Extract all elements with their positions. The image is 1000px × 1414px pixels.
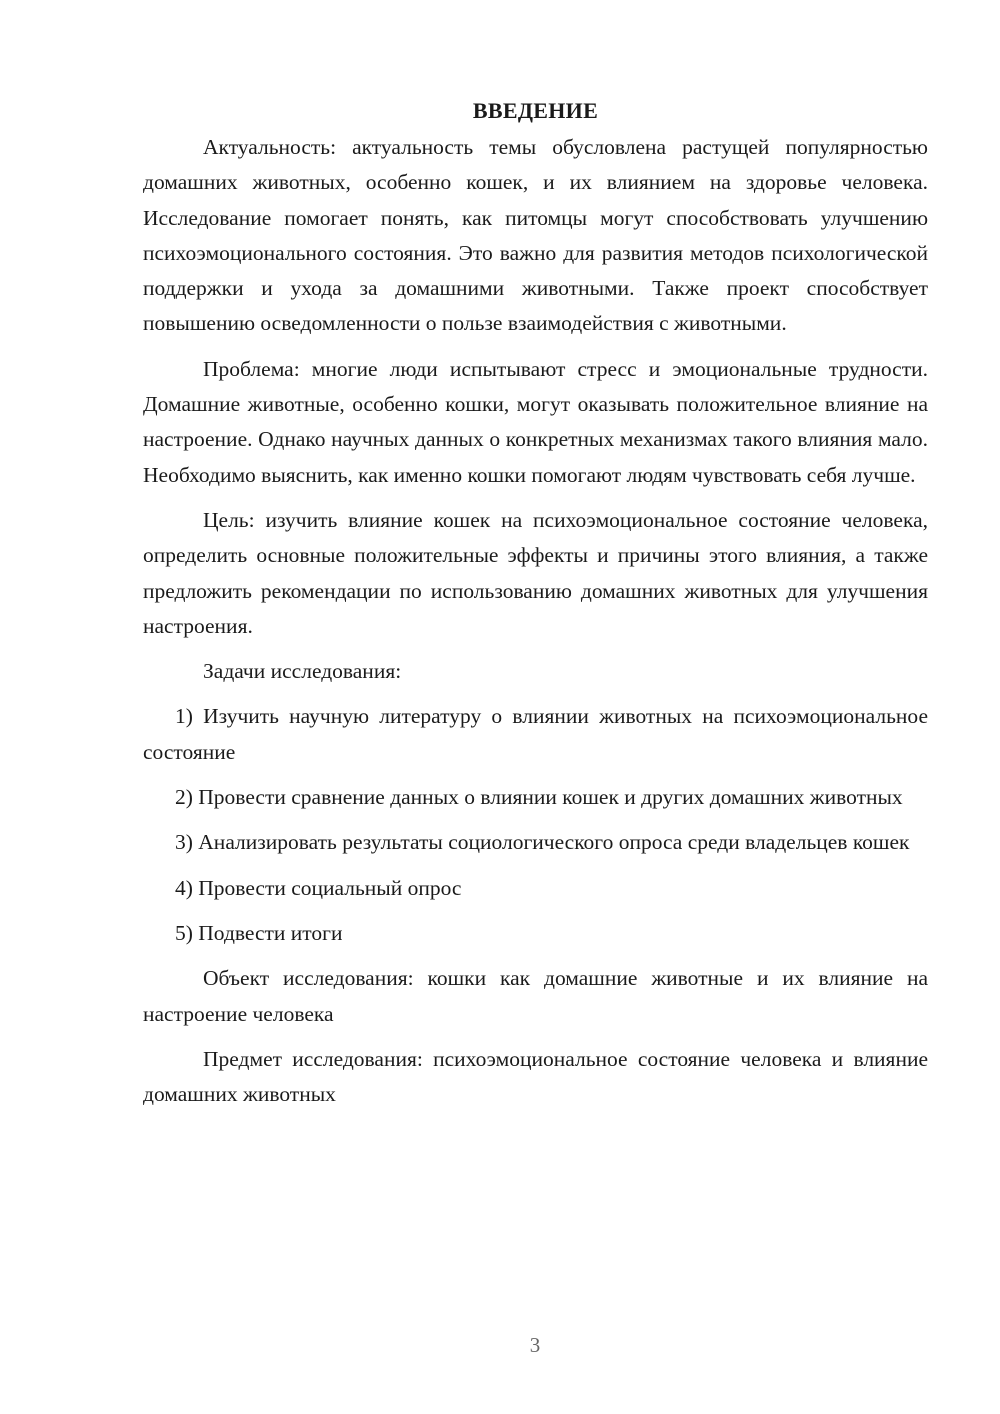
task-item: 1) Изучить научную литературу о влиянии животных на психоэмоциональное состояние [143,704,928,764]
page-body [143,93,928,1122]
problem-paragraph: Проблема: многие люди испытывают стресс и эмоциональные трудности. Домашние животные, особенно кошки, могут оказывать положительное влияние на настроение. Однако научных данных о конкретных механизмах такого влияния мало. Необходимо выяснить, как именно кошки помогают людям чувствовать себя лучше. [143,356,928,487]
object-paragraph: Объект исследования: кошки как домашние животные и их влияние на настроение человека [143,966,928,1026]
page-number: 3 [529,1333,541,1357]
relevance-paragraph: Актуальность: актуальность темы обусловлена растущей популярностью домашних животных, особенно кошек, и их влиянием на здоровье человека. Исследование помогает понять, как питомцы могут способствовать улучшению психоэмоционального состояния. Это важно для развития методов психологической поддержки и ухода за домашними животными. Также проект способствует повышению осведомленности о пользе взаимодействия с животными. [143,135,928,336]
task-item: 4) Провести социальный опрос [175,875,462,900]
task-item: 2) Провести сравнение данных о влиянии кошек и других домашних животных [175,785,903,810]
task-item: 5) Подвести итоги [175,920,343,945]
subject-paragraph: Предмет исследования: психоэмоциональное состояние человека и влияние домашних животных [143,1046,928,1107]
task-item: 3) Анализировать результаты социологического опроса среди владельцев кошек [175,830,910,855]
section-title: ВВЕДЕНИЕ [472,98,599,123]
goal-paragraph: Цель: изучить влияние кошек на психоэмоциональное состояние человека, определить основные положительные эффекты и причины этого влияния, а также предложить рекомендации по использованию домашних животных для улучшения настроения. [143,507,928,638]
tasks-heading: Задачи исследования: [203,659,402,684]
